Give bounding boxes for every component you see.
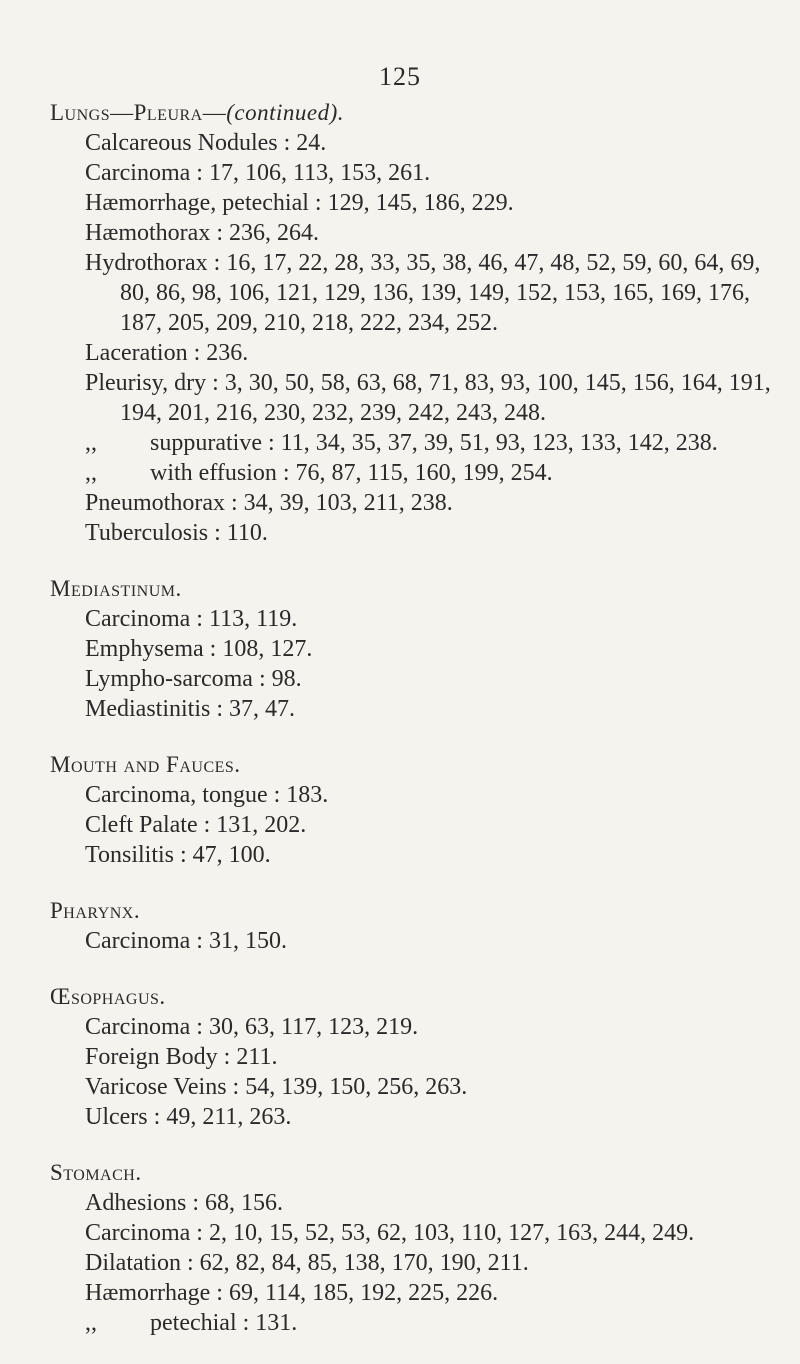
entry-label: Cleft Palate : (85, 812, 211, 838)
entry-page-refs: 211. (236, 1044, 278, 1070)
entry-page-refs: 49, 211, 263. (166, 1104, 292, 1130)
entry-label: Carcinoma : (85, 1220, 203, 1246)
index-entry (85, 188, 790, 218)
continued-label: (continued). (226, 100, 344, 125)
entry-page-refs: 37, 47. (229, 696, 295, 722)
index-section (50, 98, 790, 548)
index-entry (85, 158, 790, 188)
entry-label: Varicose Veins : (85, 1074, 240, 1100)
section-heading-text: Lungs—Pleura— (50, 100, 227, 125)
entry-label: Lympho-sarcoma : (85, 666, 266, 692)
ditto-mark: ,, (85, 430, 97, 456)
entry-label: Hæmothorax : (85, 220, 223, 246)
index-entry (85, 664, 790, 694)
entry-page-refs: 47, 100. (192, 842, 271, 868)
entry-page-refs: 98. (271, 666, 302, 692)
entry-page-refs: 183. (286, 782, 329, 808)
entry-page-refs: 2, 10, 15, 52, 53, 62, 103, 110, 127, 163, 244, 249. (208, 1220, 695, 1246)
entry-label: Foreign Body : (85, 1044, 231, 1070)
ditto-mark: ,, (85, 460, 97, 486)
section-heading-text: Stomach. (50, 1160, 142, 1185)
index-section (50, 574, 790, 724)
section-heading (50, 98, 790, 128)
index-entry (85, 926, 790, 956)
index-entry (85, 1218, 790, 1248)
index-entry (85, 1308, 790, 1338)
section-heading (50, 574, 790, 604)
entry-label: suppurative : (150, 430, 275, 456)
entry-label: Tuberculosis : (85, 520, 221, 546)
index-section (50, 750, 790, 870)
index-entry (85, 634, 790, 664)
index-entry (85, 1278, 790, 1308)
index-section (50, 896, 790, 956)
index-entry (85, 368, 790, 428)
entry-label: Carcinoma : (85, 606, 203, 632)
entry-label: Calcareous Nodules : (85, 130, 291, 156)
entry-label: Hæmorrhage, petechial : (85, 190, 322, 216)
entry-page-refs: 11, 34, 35, 37, 39, 51, 93, 123, 133, 142, 238. (280, 430, 718, 456)
index-content (50, 98, 790, 1364)
entry-page-refs: 62, 82, 84, 85, 138, 170, 190, 211. (199, 1250, 529, 1276)
entry-label: Carcinoma : (85, 160, 203, 186)
index-entry (85, 338, 790, 368)
entry-page-refs: 16, 17, 22, 28, 33, 35, 38, 46, 47, 48, 52, 59, 60, 64, 69, 80, 86, 98, 106, 121, 129, 136, 139, 149, 152, 153, 165, 169, 176, 187, 205, 209, 210, 218, 222, 234, 252. (120, 250, 761, 336)
entry-page-refs: 113, 119. (208, 606, 298, 632)
entry-label: petechial : (150, 1310, 250, 1336)
index-entry (85, 248, 790, 338)
entry-page-refs: 54, 139, 150, 256, 263. (245, 1074, 468, 1100)
entry-label: Carcinoma, tongue : (85, 782, 281, 808)
entry-label: Mediastinitis : (85, 696, 223, 722)
entry-page-refs: 31, 150. (208, 928, 287, 954)
index-entry (85, 604, 790, 634)
index-section (50, 982, 790, 1132)
entry-page-refs: 24. (296, 130, 327, 156)
index-entry (85, 1012, 790, 1042)
index-entry (85, 1102, 790, 1132)
index-entry (85, 840, 790, 870)
index-entry (85, 428, 790, 458)
entry-label: Ulcers : (85, 1104, 161, 1130)
entry-page-refs: 30, 63, 117, 123, 219. (208, 1014, 419, 1040)
entry-label: Adhesions : (85, 1190, 199, 1216)
entry-page-refs: 69, 114, 185, 192, 225, 226. (228, 1280, 499, 1306)
index-entry (85, 488, 790, 518)
entry-page-refs: 108, 127. (222, 636, 313, 662)
index-entry (85, 1188, 790, 1218)
index-entry (85, 780, 790, 810)
entry-label: Laceration : (85, 340, 201, 366)
ditto-mark: ,, (85, 1310, 97, 1336)
entry-label: with effusion : (150, 460, 290, 486)
entry-page-refs: 3, 30, 50, 58, 63, 68, 71, 83, 93, 100, 145, 156, 164, 191, 194, 201, 216, 230, 232, 239, 242, 243, 248. (120, 370, 771, 426)
entry-label: Carcinoma : (85, 928, 203, 954)
section-heading (50, 750, 790, 780)
entry-label: Dilatation : (85, 1250, 194, 1276)
entry-label: Pneumothorax : (85, 490, 238, 516)
entry-label: Hydrothorax : (85, 250, 221, 276)
index-entry (85, 1248, 790, 1278)
page-number: 125 (379, 62, 421, 91)
section-heading (50, 896, 790, 926)
index-entry (85, 518, 790, 548)
entry-label: Pleurisy, dry : (85, 370, 219, 396)
index-entry (85, 810, 790, 840)
index-section (50, 1158, 790, 1338)
index-entry (85, 218, 790, 248)
section-heading-text: Pharynx. (50, 898, 141, 923)
entry-label: Hæmorrhage : (85, 1280, 223, 1306)
entry-label: Emphysema : (85, 636, 217, 662)
entry-page-refs: 236. (206, 340, 249, 366)
index-entry (85, 458, 790, 488)
entry-label: Carcinoma : (85, 1014, 203, 1040)
section-heading-text: Œsophagus. (50, 984, 166, 1009)
entry-label: Tonsilitis : (85, 842, 187, 868)
index-entry (85, 128, 790, 158)
index-entry (85, 1072, 790, 1102)
entry-page-refs: 110. (226, 520, 268, 546)
entry-page-refs: 131. (255, 1310, 298, 1336)
section-heading-text: Mouth and Fauces. (50, 752, 241, 777)
entry-page-refs: 76, 87, 115, 160, 199, 254. (295, 460, 553, 486)
entry-page-refs: 17, 106, 113, 153, 261. (208, 160, 431, 186)
entry-page-refs: 34, 39, 103, 211, 238. (243, 490, 453, 516)
section-heading (50, 1158, 790, 1188)
entry-page-refs: 129, 145, 186, 229. (327, 190, 514, 216)
index-entry (85, 1042, 790, 1072)
entry-page-refs: 68, 156. (205, 1190, 283, 1216)
section-heading-text: Mediastinum. (50, 576, 182, 601)
index-entry (85, 694, 790, 724)
section-heading (50, 982, 790, 1012)
entry-page-refs: 131, 202. (216, 812, 307, 838)
entry-page-refs: 236, 264. (229, 220, 319, 246)
